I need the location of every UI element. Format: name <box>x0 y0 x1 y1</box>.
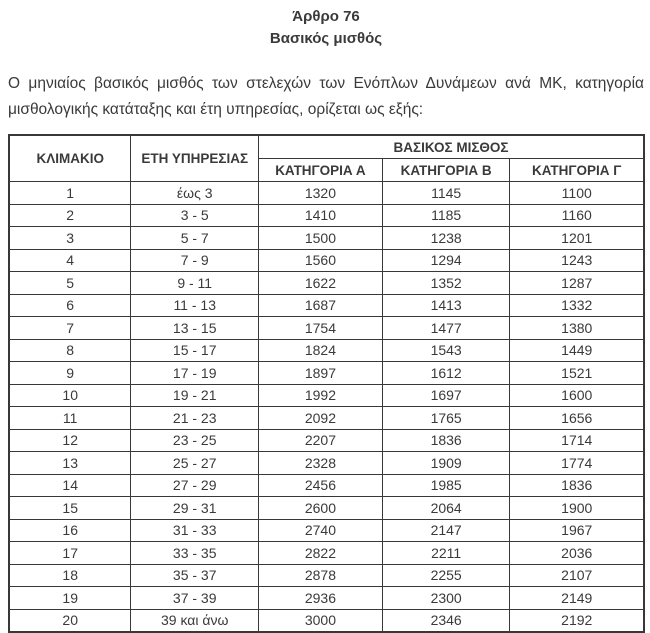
cell-klimakio: 5 <box>9 272 131 295</box>
article-subtitle: Βασικός μισθός <box>269 30 383 47</box>
table-row <box>9 564 644 587</box>
cell-cat-c: 2107 <box>510 564 644 587</box>
table-row <box>9 497 644 520</box>
header-katigoria-a: ΚΑΤΗΓΟΡΙΑ Α <box>259 159 383 182</box>
cell-klimakio: 8 <box>9 339 131 362</box>
cell-years: έως 3 <box>131 182 259 205</box>
cell-cat-c: 2036 <box>510 542 644 565</box>
cell-cat-c: 1332 <box>510 294 644 317</box>
cell-cat-c: 1656 <box>510 407 644 430</box>
cell-cat-a: 1754 <box>259 317 383 340</box>
table-row <box>9 609 644 632</box>
cell-cat-b: 2300 <box>382 587 510 610</box>
header-katigoria-b: ΚΑΤΗΓΟΡΙΑ Β <box>382 159 510 182</box>
cell-cat-a: 2740 <box>259 519 383 542</box>
cell-cat-a: 2936 <box>259 587 383 610</box>
table-row <box>9 474 644 497</box>
cell-klimakio: 4 <box>9 249 131 272</box>
cell-years: 15 - 17 <box>131 339 259 362</box>
cell-cat-b: 1413 <box>382 294 510 317</box>
cell-cat-c: 1100 <box>510 182 644 205</box>
cell-cat-c: 2149 <box>510 587 644 610</box>
cell-cat-a: 1560 <box>259 249 383 272</box>
cell-cat-b: 2255 <box>382 564 510 587</box>
table-row <box>9 587 644 610</box>
cell-cat-b: 1352 <box>382 272 510 295</box>
cell-cat-b: 1543 <box>382 339 510 362</box>
cell-cat-c: 1521 <box>510 362 644 385</box>
header-eti-ypiresias: ΕΤΗ ΥΠΗΡΕΣΙΑΣ <box>131 135 259 182</box>
cell-years: 31 - 33 <box>131 519 259 542</box>
cell-years: 39 και άνω <box>131 609 259 632</box>
cell-years: 7 - 9 <box>131 249 259 272</box>
cell-cat-c: 1714 <box>510 429 644 452</box>
cell-cat-c: 1287 <box>510 272 644 295</box>
cell-cat-a: 1410 <box>259 204 383 227</box>
cell-klimakio: 15 <box>9 497 131 520</box>
cell-cat-c: 1201 <box>510 227 644 250</box>
cell-years: 11 - 13 <box>131 294 259 317</box>
cell-cat-c: 1243 <box>510 249 644 272</box>
cell-cat-a: 2456 <box>259 474 383 497</box>
cell-years: 17 - 19 <box>131 362 259 385</box>
header-row-1 <box>9 135 644 159</box>
cell-klimakio: 2 <box>9 204 131 227</box>
cell-klimakio: 19 <box>9 587 131 610</box>
cell-klimakio: 7 <box>9 317 131 340</box>
cell-klimakio: 1 <box>9 182 131 205</box>
cell-cat-a: 2092 <box>259 407 383 430</box>
cell-cat-a: 2328 <box>259 452 383 475</box>
cell-years: 21 - 23 <box>131 407 259 430</box>
cell-cat-b: 2147 <box>382 519 510 542</box>
cell-klimakio: 9 <box>9 362 131 385</box>
cell-cat-b: 1836 <box>382 429 510 452</box>
table-row <box>9 294 644 317</box>
article-title: Άρθρο 76 <box>292 8 360 25</box>
cell-years: 33 - 35 <box>131 542 259 565</box>
cell-klimakio: 16 <box>9 519 131 542</box>
table-row <box>9 182 644 205</box>
cell-cat-b: 2064 <box>382 497 510 520</box>
salary-table-header <box>9 135 644 182</box>
cell-klimakio: 12 <box>9 429 131 452</box>
salary-table <box>8 134 645 633</box>
cell-cat-a: 2822 <box>259 542 383 565</box>
cell-cat-b: 1612 <box>382 362 510 385</box>
cell-cat-b: 1294 <box>382 249 510 272</box>
cell-years: 13 - 15 <box>131 317 259 340</box>
cell-cat-a: 2600 <box>259 497 383 520</box>
cell-cat-c: 1160 <box>510 204 644 227</box>
cell-years: 23 - 25 <box>131 429 259 452</box>
cell-cat-a: 2207 <box>259 429 383 452</box>
table-row <box>9 542 644 565</box>
header-klimakio: ΚΛΙΜΑΚΙΟ <box>9 135 131 182</box>
cell-years: 9 - 11 <box>131 272 259 295</box>
cell-cat-a: 3000 <box>259 609 383 632</box>
cell-cat-c: 2192 <box>510 609 644 632</box>
cell-cat-b: 1238 <box>382 227 510 250</box>
table-row <box>9 429 644 452</box>
cell-years: 29 - 31 <box>131 497 259 520</box>
cell-years: 37 - 39 <box>131 587 259 610</box>
cell-cat-c: 1836 <box>510 474 644 497</box>
cell-years: 5 - 7 <box>131 227 259 250</box>
cell-cat-a: 1897 <box>259 362 383 385</box>
table-row <box>9 519 644 542</box>
cell-cat-b: 1765 <box>382 407 510 430</box>
cell-cat-a: 1622 <box>259 272 383 295</box>
cell-klimakio: 10 <box>9 384 131 407</box>
cell-cat-a: 1687 <box>259 294 383 317</box>
table-row <box>9 272 644 295</box>
header-vasikos-misthos: ΒΑΣΙΚΟΣ ΜΙΣΘΟΣ <box>259 135 644 159</box>
intro-paragraph: Ο μηνιαίος βασικός μισθός των στελεχών των Ενόπλων Δυνάμεων ανά ΜΚ, κατηγορία μισθολογικής κατάταξης και έτη υπηρεσίας, ορίζεται ως εξής: <box>8 75 644 118</box>
cell-cat-b: 2346 <box>382 609 510 632</box>
table-row <box>9 227 644 250</box>
cell-cat-c: 1449 <box>510 339 644 362</box>
cell-cat-b: 1909 <box>382 452 510 475</box>
cell-years: 19 - 21 <box>131 384 259 407</box>
header-katigoria-g: ΚΑΤΗΓΟΡΙΑ Γ <box>510 159 644 182</box>
cell-years: 27 - 29 <box>131 474 259 497</box>
table-row <box>9 249 644 272</box>
cell-klimakio: 18 <box>9 564 131 587</box>
cell-cat-b: 2211 <box>382 542 510 565</box>
cell-cat-a: 1500 <box>259 227 383 250</box>
cell-klimakio: 17 <box>9 542 131 565</box>
cell-cat-b: 1985 <box>382 474 510 497</box>
salary-table-body <box>9 182 644 633</box>
table-row <box>9 317 644 340</box>
cell-cat-a: 1824 <box>259 339 383 362</box>
cell-cat-a: 1320 <box>259 182 383 205</box>
cell-cat-b: 1185 <box>382 204 510 227</box>
cell-cat-b: 1477 <box>382 317 510 340</box>
cell-cat-c: 1600 <box>510 384 644 407</box>
cell-cat-c: 1900 <box>510 497 644 520</box>
table-row <box>9 384 644 407</box>
cell-cat-c: 1774 <box>510 452 644 475</box>
cell-years: 25 - 27 <box>131 452 259 475</box>
cell-klimakio: 13 <box>9 452 131 475</box>
table-row <box>9 362 644 385</box>
cell-klimakio: 6 <box>9 294 131 317</box>
cell-years: 35 - 37 <box>131 564 259 587</box>
cell-klimakio: 3 <box>9 227 131 250</box>
cell-cat-c: 1380 <box>510 317 644 340</box>
cell-klimakio: 14 <box>9 474 131 497</box>
cell-cat-a: 2878 <box>259 564 383 587</box>
cell-cat-b: 1145 <box>382 182 510 205</box>
cell-cat-a: 1992 <box>259 384 383 407</box>
cell-cat-b: 1697 <box>382 384 510 407</box>
table-row <box>9 339 644 362</box>
cell-cat-c: 1967 <box>510 519 644 542</box>
cell-years: 3 - 5 <box>131 204 259 227</box>
cell-klimakio: 20 <box>9 609 131 632</box>
table-row <box>9 407 644 430</box>
cell-klimakio: 11 <box>9 407 131 430</box>
table-row <box>9 452 644 475</box>
table-row <box>9 204 644 227</box>
